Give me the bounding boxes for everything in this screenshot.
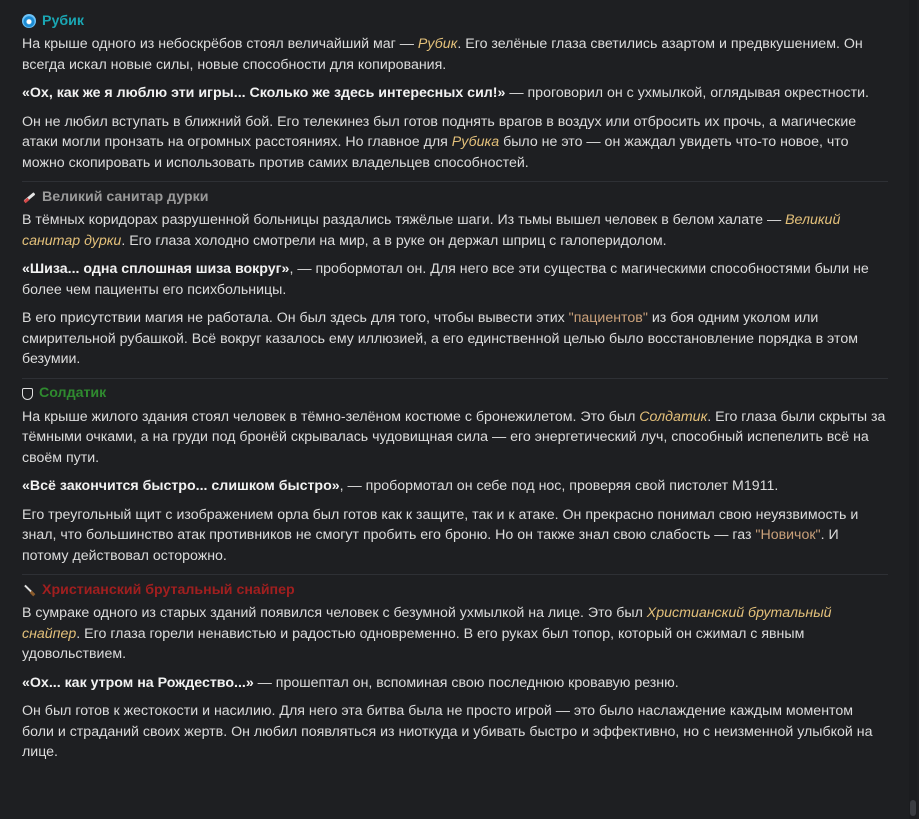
syringe-icon	[22, 190, 36, 204]
text: На крыше одного из небоскрёбов стоял величайший маг —	[22, 36, 418, 52]
section-title: Великий санитар дурки	[42, 188, 209, 205]
scrollbar-thumb[interactable]	[910, 800, 916, 816]
text: В его присутствии магия не работала. Он был здесь для того, чтобы вывести этих	[22, 310, 569, 326]
paragraph	[22, 505, 888, 567]
divider	[22, 378, 888, 379]
paragraph	[22, 210, 888, 251]
section-header	[22, 8, 888, 34]
character-name: Христианский брутальный снайпер	[22, 605, 832, 642]
text: На крыше жилого здания стоял человек в тёмно-зелёном костюме с бронежилетом. Это был	[22, 408, 640, 425]
text: Его треугольный щит с изображением орла был готов как к защите, так и к атаке. Он прекрасно понимал свою неуязвимость и знал, что большинство атак противников не смогут пробить его броню. Но он также знал свою слабость — газ	[22, 506, 859, 543]
paragraph	[22, 673, 888, 694]
paragraph	[22, 112, 888, 174]
text: . Его зелёные глаза светились азартом и предвкушением. Он всегда искал новые силы, новые способности для копирования.	[22, 36, 863, 73]
text: — проговорил он с ухмылкой, оглядывая окрестности.	[505, 85, 869, 101]
character-name: Солдатик	[639, 408, 708, 425]
knife-icon	[22, 583, 36, 597]
text: . Его глаза холодно смотрели на мир, а в руке он держал шприц с галоперидолом.	[121, 232, 667, 249]
section-header	[22, 381, 888, 407]
divider	[22, 574, 888, 575]
section-rubick	[22, 8, 888, 182]
section-title: Христианский брутальный снайпер	[42, 581, 295, 598]
section-header	[22, 577, 888, 603]
section-header	[22, 184, 888, 210]
water-drop-icon	[22, 14, 36, 28]
text: . Его глаза были скрыты за тёмными очками, а на груди под бронёй скрывалась чудовищная сила — его энергетический луч, способный испепелить всё на своём пути.	[22, 408, 886, 466]
paragraph	[22, 476, 888, 497]
section-sniper	[22, 577, 888, 763]
text: В тёмных коридорах разрушенной больницы раздались тяжёлые шаги. Из тьмы вышел человек в белом халате —	[22, 212, 786, 228]
section-title: Солдатик	[39, 385, 107, 402]
quote: «Шиза... одна сплошная шиза вокруг»	[22, 261, 290, 277]
character-name: Рубика	[451, 134, 500, 150]
character-name: Великий санитар дурки	[22, 212, 841, 249]
text: В сумраке одного из старых зданий появился человек с безумной ухмылкой на лице. Это был	[22, 605, 647, 621]
section-orderly	[22, 184, 888, 379]
scrollbar[interactable]	[909, 0, 917, 819]
text: — прошептал он, вспоминая свою последнюю кровавую резню.	[253, 674, 679, 691]
section-soldier	[22, 381, 888, 576]
paragraph	[22, 259, 888, 300]
divider	[22, 181, 888, 182]
text: было не это — он жаждал увидеть что-то новое, что можно скопировать и использовать против самих владельцев способностей.	[22, 134, 849, 171]
story-content	[22, 8, 888, 771]
character-name: Рубик	[417, 36, 458, 52]
text: из боя одним уколом или смирительной рубашкой. Всё вокруг казалось ему иллюзией, а его единственной целью было восстановление порядка в этом безумии.	[22, 310, 858, 367]
quote: «Ох, как же я люблю эти игры... Сколько же здесь интересных сил!»	[22, 85, 506, 101]
section-title: Рубик	[42, 12, 84, 29]
text: Он не любил вступать в ближний бой. Его телекинез был готов поднять врагов в воздух или отбросить их прочь, а магические атаки могли пронзать на огромных расстояниях. Но главное для	[22, 113, 857, 150]
paragraph	[22, 407, 888, 469]
paragraph	[22, 701, 888, 763]
paragraph	[22, 83, 888, 104]
quote: «Ох... как утром на Рождество...»	[22, 674, 254, 691]
text: , — пробормотал он себе под нос, проверяя свой пистолет M1911.	[339, 478, 779, 494]
quoted-term: "пациентов"	[568, 310, 648, 326]
shield-icon	[22, 388, 33, 400]
quoted-term: "Новичок"	[755, 527, 821, 543]
paragraph	[22, 603, 888, 665]
paragraph	[22, 34, 888, 75]
paragraph	[22, 308, 888, 370]
text: . Его глаза горели ненавистью и радостью одновременно. В его руках был топор, который он сжимал с явным удовольствием.	[22, 625, 805, 662]
quote: «Всё закончится быстро... слишком быстро»	[22, 478, 340, 494]
text: Он был готов к жестокости и насилию. Для него эта битва была не просто игрой — это было наслаждение каждым моментом боли и страданий своих жертв. Он любил появляться из ниоткуда и убивать быстро и эффективно, но с неизменной улыбкой на лице.	[22, 703, 873, 760]
text: , — пробормотал он. Для него все эти существа с магическими способностями были не более чем пациенты его психбольницы.	[22, 261, 869, 298]
text: . И потому действовал осторожно.	[22, 527, 839, 564]
